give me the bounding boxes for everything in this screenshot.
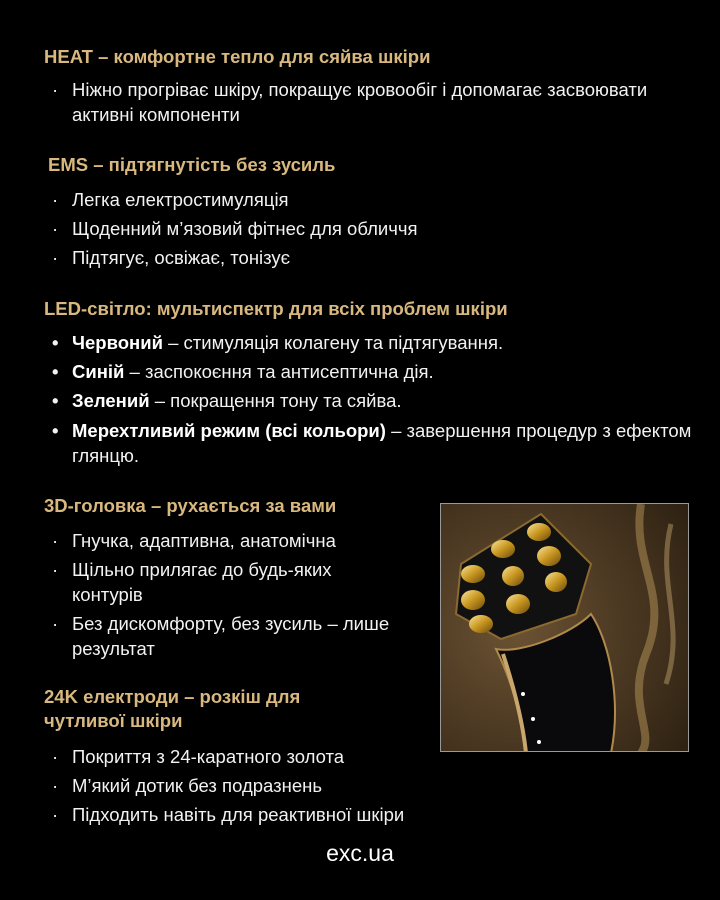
heading-3d: 3D-головка – рухається за вами	[44, 495, 337, 516]
list-item: · Підтягує, освіжає, тонізує	[52, 247, 291, 268]
product-photo	[440, 503, 689, 752]
heading-ems: EMS – підтягнутість без зусиль	[48, 154, 336, 175]
list-item: • Червоний – стимуляція колагену та підтягування.	[52, 332, 504, 353]
footer-website: exc.ua	[326, 840, 394, 866]
list-item: · Щільно прилягає до будь-яких контурів	[52, 559, 332, 605]
list-item: · Гнучка, адаптивна, анатомічна	[52, 530, 336, 551]
list-item: · Легка електростимуляція	[52, 189, 289, 210]
list-item: • Мерехтливий режим (всі кольори) – завершення процедур з ефектом глянцю.	[52, 420, 692, 466]
heading-led: LED-світло: мультиспектр для всіх проблем шкіри	[44, 298, 508, 319]
list-item: • Синій – заспокоєння та антисептична дія.	[52, 361, 434, 382]
list-item: · Ніжно прогріває шкіру, покращує кровообіг і допомагає засвоювати активні компоненти	[52, 79, 648, 125]
list-item: · Без дискомфорту, без зусиль – лише результат	[52, 613, 390, 659]
list-item: · Щоденний м’язовий фітнес для обличчя	[52, 218, 418, 239]
list-item: · М’який дотик без подразнень	[52, 775, 322, 796]
list-item: · Підходить навіть для реактивної шкіри	[52, 804, 405, 825]
list-item: • Зелений – покращення тону та сяйва.	[52, 390, 402, 411]
list-item: · Покриття з 24-каратного золота	[52, 746, 345, 767]
heading-heat: HEAT – комфортне тепло для сяйва шкіри	[44, 46, 431, 67]
heading-24k: 24K електроди – розкіш для чутливої шкіри	[44, 686, 301, 731]
